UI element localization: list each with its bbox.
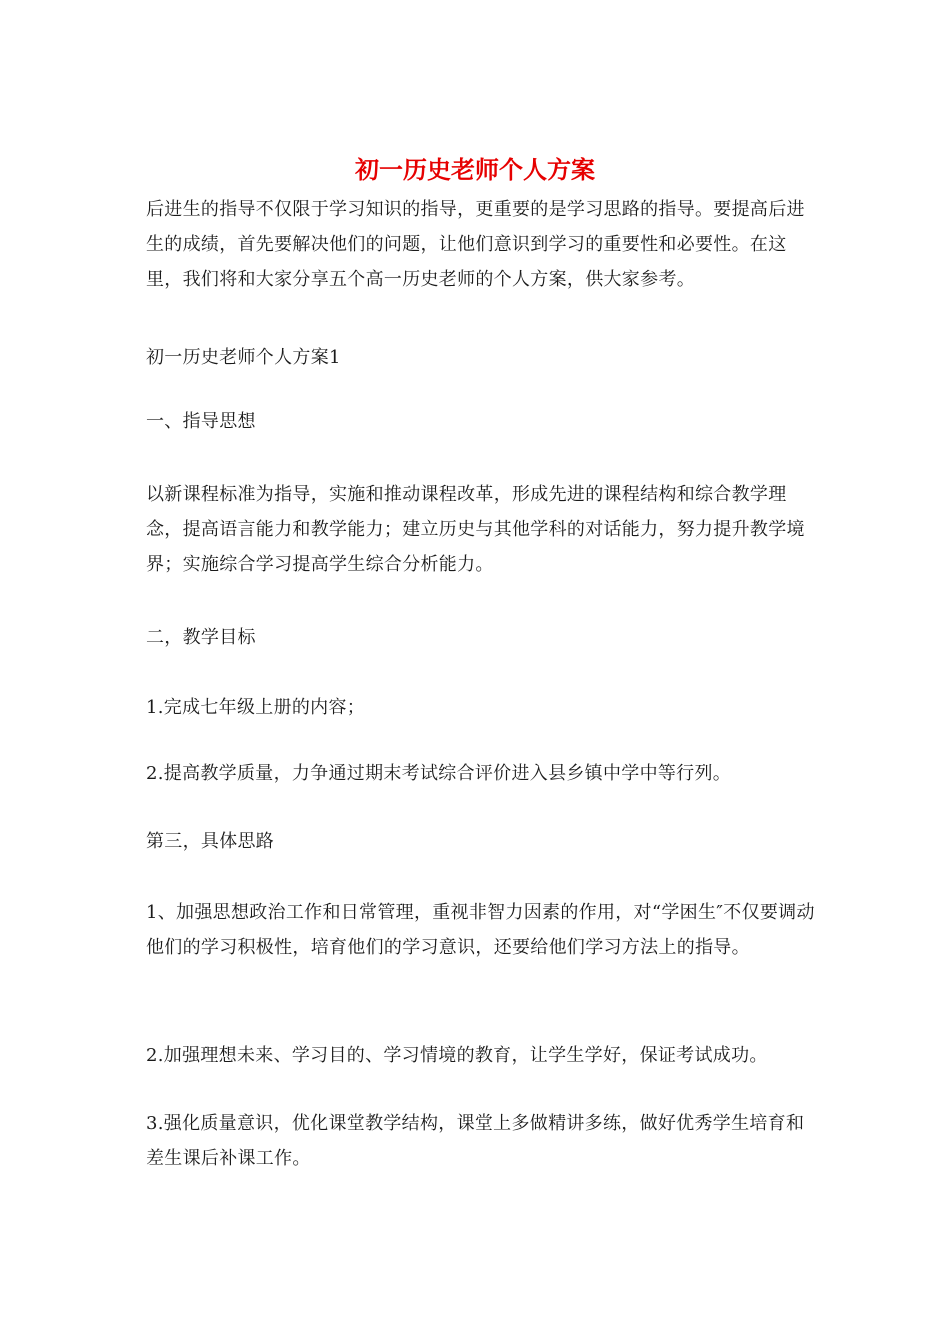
part1-paragraph: 以新课程标准为指导，实施和推动课程改革，形成先进的课程结构和综合教学理念，提高语言能力和教学能力；建立历史与其他学科的对话能力，努力提升教学境界；实施综合学习提高学生综合分析能力。 [146, 484, 805, 575]
goal-item-1: 1.完成七年级上册的内容； [146, 697, 366, 718]
part1-heading: 一、指导思想 [146, 411, 256, 432]
idea-item-3: 3.强化质量意识，优化课堂教学结构，课堂上多做精讲多练，做好优秀学生培育和差生课后补课工作。 [146, 1113, 805, 1169]
idea-item-2: 2.加强理想未来、学习目的、学习情境的教育，让学生学好，保证考试成功。 [146, 1045, 768, 1066]
goal-item-2: 2.提高教学质量，力争通过期末考试综合评价进入县乡镇中学中等行列。 [146, 763, 732, 784]
intro-paragraph: 后进生的指导不仅限于学习知识的指导，更重要的是学习思路的指导。要提高后进生的成绩，首先要解决他们的问题，让他们意识到学习的重要性和必要性。在这里，我们将和大家分享五个高一历史老师的个人方案，供大家参考。 [146, 199, 805, 290]
idea-item-1: 1、加强思想政治工作和日常管理，重视非智力因素的作用，对“学困生″不仅要调动他们的学习积极性，培育他们的学习意识，还要给他们学习方法上的指导。 [146, 902, 815, 958]
section-heading: 初一历史老师个人方案1 [146, 347, 341, 368]
part3-heading: 第三，具体思路 [146, 831, 275, 852]
document-title: 初一历史老师个人方案 [355, 155, 595, 184]
part2-heading: 二，教学目标 [146, 627, 256, 648]
